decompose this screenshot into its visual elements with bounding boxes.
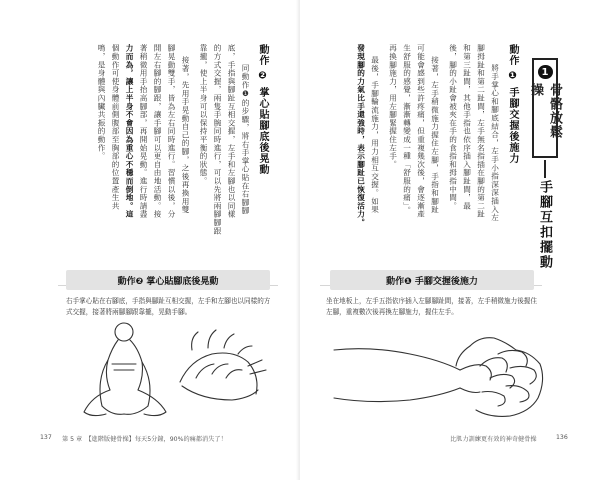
left-page-chapter: 第 5 章 【進階版健骨操】每天5分鐘，90%的痛都消失了！ <box>62 436 227 443</box>
left-body-col-2: 底，手指與腳趾互相交握，左手和左腳也以同樣 <box>227 44 236 219</box>
left-page-number: 137 <box>40 434 52 441</box>
right-body-col-5: 接著，左手稍微施力握住左腳，手指和腳趾 <box>430 56 440 214</box>
right-body-col-1: 將手掌心和腳底結合，左手小指深深插入左 <box>490 64 500 222</box>
left-body-col-5: 接著，先用手晃動自己的腳，之後再換用雙 <box>181 56 190 214</box>
action1-heading: 動作 ❶ 手腳交握後施力 <box>507 44 518 164</box>
left-body-col-3: 的方式交握，兩隻手腕同時進行，可以先將兩腳腳跟 <box>213 44 222 235</box>
right-body-col-10: 發現腳的力氣比手還強時，表示腳趾已恢復活力。 <box>356 44 366 227</box>
sitting-figure-icon <box>62 320 282 425</box>
right-body-col-6: 可能會感到些許疼痛，但重複幾次後，會逐漸產 <box>416 44 426 219</box>
section-subtitle: 手腳互扣擺動 <box>537 180 552 270</box>
action2-heading: 動作 ❷ 掌心貼腳底後晃動 <box>257 44 268 175</box>
hand-foot-grip-icon <box>330 320 550 425</box>
section-title: 骨骼放鬆操 <box>528 83 562 140</box>
right-caption-title: 動作❶ 手腳交握後施力 <box>330 270 534 290</box>
section-number-badge: 1 <box>538 65 553 79</box>
left-caption-title: 動作❷ 掌心貼腳底後晃動 <box>66 270 270 290</box>
right-body-col-3: 和第三趾間，其他手指也依序插入腳趾間，最 <box>462 44 472 210</box>
section-title-box <box>528 58 562 158</box>
left-body-col-1: 同動作❶的步驟，將右手掌心貼在右腳腳 <box>241 64 250 215</box>
left-body-col-10: 個動作可使身體前側腹部至胸部的位置產生共 <box>111 44 120 210</box>
left-body-col-11: 鳴，是身體與內臟共振的動作。 <box>97 44 106 161</box>
right-page-footer-text: 比肌力訓練更有效的神奇健骨操 <box>450 436 537 443</box>
right-page-number: 136 <box>556 434 568 441</box>
right-body-col-9: 最後，手腳輪流施力，用力相互交握。如果 <box>370 56 380 214</box>
right-caption-text: 坐在地板上，左手五指依序插入左腳腳趾間，接著，左手稍微施力後握住左腳，重複數次後再換左腳施力，握住左手。 <box>326 297 537 316</box>
right-body-col-8: 再換腳施力，用左腳緊握住左手。 <box>388 44 398 169</box>
right-body-col-2: 腳拇趾和第二趾間，左手無名指插在腳的第二趾 <box>476 44 486 219</box>
right-page <box>300 0 600 480</box>
section-dash <box>544 160 546 178</box>
left-caption-text: 右手掌心貼在右腳底，手指與腳趾互相交握，左手和左腳也以同樣的方式交握，接著將兩腳腳跟靠攏，晃動手腳。 <box>66 297 271 316</box>
left-body-col-8: 著稍微用手抬高腳部，再開始晃動。進行時請盡 <box>139 44 148 219</box>
right-body-col-7: 生舒服的感覺，漸漸轉變成一種「舒服的痛」。 <box>402 44 412 215</box>
left-body-col-6: 腳晃動雙手，皆為左右同時進行。習慣以後，分 <box>167 44 176 219</box>
right-body-col-4: 後，腳的小趾會被夾在手的食指和拇指中間。 <box>448 44 458 210</box>
left-body-col-9: 力而為，讓上半身不會因為重心不穩而倒地。這 <box>125 44 134 219</box>
left-body-col-4: 靠攏，使上半身可以保持平衡的狀態。 <box>199 44 208 186</box>
left-body-col-7: 開左右腳的腳跟，讓手腳可以更自由地活動。接 <box>153 44 162 219</box>
